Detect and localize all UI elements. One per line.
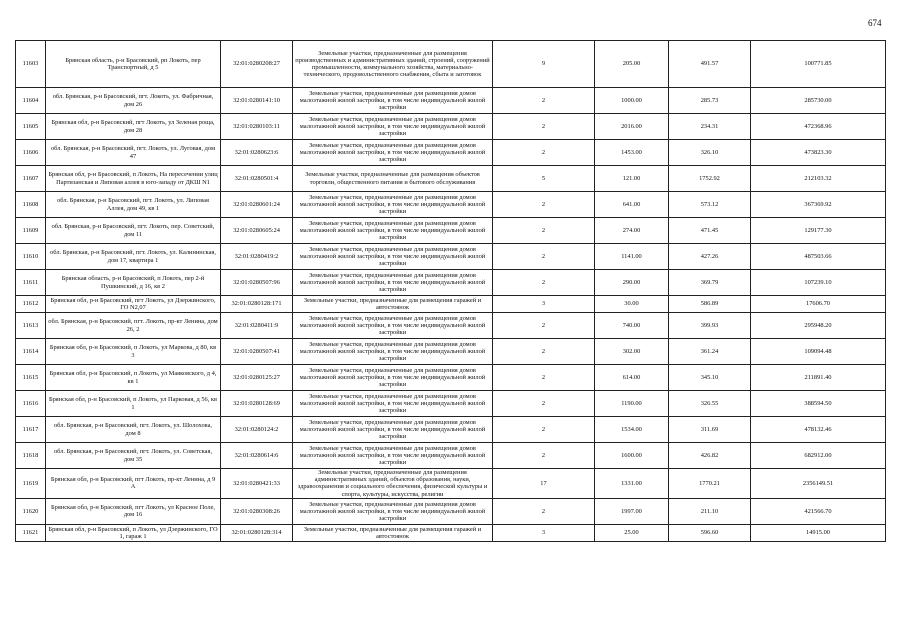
specific-value-cell: 285.73 bbox=[669, 88, 751, 114]
land-use-cell: Земельные участки, предназначенные для размещения домов малоэтажной жилой застройки, в том числе индивидуальной жилой застройки bbox=[293, 270, 493, 296]
address-cell: обл. Брянская, р-н Брасовский, пгт. Локоть, ул. Шолохова, дом 8 bbox=[46, 417, 221, 443]
land-use-cell: Земельные участки, предназначенные для размещения административных зданий, объектов образования, науки, здравоохранения и социального обеспечения, физической культуры и спорта, культуры, искусства, религии bbox=[293, 469, 493, 499]
cadastral-number-cell: 32:01:0280623:6 bbox=[221, 140, 293, 166]
area-cell: 2016.00 bbox=[595, 114, 669, 140]
table-row bbox=[16, 417, 886, 443]
table-row bbox=[16, 339, 886, 365]
table-row bbox=[16, 391, 886, 417]
address-cell: обл. Брянская, р-н Брасовский, пгт. Локоть, ул. Липовая Аллея, дом 49, кв 1 bbox=[46, 192, 221, 218]
area-cell: 30.00 bbox=[595, 296, 669, 313]
land-use-cell: Земельные участки, предназначенные для размещения домов малоэтажной жилой застройки, в том числе индивидуальной жилой застройки bbox=[293, 140, 493, 166]
address-cell: Брянская обл, р-н Брасовский, пгт Локоть, ул Дзержинского, ГО N2,07 bbox=[46, 296, 221, 313]
cadastral-number-cell: 32:01:0280605:24 bbox=[221, 218, 293, 244]
specific-value-cell: 345.10 bbox=[669, 365, 751, 391]
row-number: 11603 bbox=[16, 41, 46, 88]
address-cell: Брянская обл, р-н Брасовский, пгт Локоть, пр-кт Ленина, д 9 А bbox=[46, 469, 221, 499]
table-row bbox=[16, 443, 886, 469]
specific-value-cell: 491.57 bbox=[669, 41, 751, 88]
row-number: 11606 bbox=[16, 140, 46, 166]
land-use-cell: Земельные участки, предназначенные для размещения домов малоэтажной жилой застройки, в том числе индивидуальной жилой застройки bbox=[293, 88, 493, 114]
land-use-cell: Земельные участки, предназначенные для размещения домов малоэтажной жилой застройки, в том числе индивидуальной жилой застройки bbox=[293, 244, 493, 270]
land-use-cell: Земельные участки, предназначенные для размещения гаражей и автостоянок bbox=[293, 524, 493, 541]
address-cell: Брянская область, р-н Брасовский, рп Локоть, пер Транспортный, д 5 bbox=[46, 41, 221, 88]
area-cell: 274.00 bbox=[595, 218, 669, 244]
address-cell: обл. Брянская, р-н Брасовский, пгт. Локоть, пр-кт Ленина, дом 26, 2 bbox=[46, 313, 221, 339]
cadastral-value-cell: 17606.70 bbox=[751, 296, 886, 313]
row-number: 11609 bbox=[16, 218, 46, 244]
row-number: 11605 bbox=[16, 114, 46, 140]
group-number-cell: 2 bbox=[493, 140, 595, 166]
group-number-cell: 2 bbox=[493, 313, 595, 339]
specific-value-cell: 326.10 bbox=[669, 140, 751, 166]
area-cell: 1000.00 bbox=[595, 88, 669, 114]
address-cell: Брянская обл, р-н Брасовский, пгт Локоть, ул Зеленая роща, дом 28 bbox=[46, 114, 221, 140]
group-number-cell: 3 bbox=[493, 296, 595, 313]
cadastral-number-cell: 32:01:0280601:24 bbox=[221, 192, 293, 218]
cadastral-number-cell: 32:01:0280124:2 bbox=[221, 417, 293, 443]
cadastral-value-cell: 107239.10 bbox=[751, 270, 886, 296]
land-use-cell: Земельные участки, предназначенные для размещения производственных и административных зданий, строений, сооружений промышленности, коммунального хозяйства, материально-технического, продовольственного снабжения, сбыта и заготовок bbox=[293, 41, 493, 88]
area-cell: 1600.00 bbox=[595, 443, 669, 469]
cadastral-number-cell: 32:01:0280128:69 bbox=[221, 391, 293, 417]
group-number-cell: 17 bbox=[493, 469, 595, 499]
group-number-cell: 2 bbox=[493, 365, 595, 391]
group-number-cell: 2 bbox=[493, 270, 595, 296]
table-row bbox=[16, 524, 886, 541]
group-number-cell: 2 bbox=[493, 192, 595, 218]
address-cell: обл. Брянская, р-н Брасовский, пгт. Локоть, ул. Луговая, дом 47 bbox=[46, 140, 221, 166]
specific-value-cell: 1752.92 bbox=[669, 166, 751, 192]
row-number: 11617 bbox=[16, 417, 46, 443]
cadastral-value-cell: 367369.92 bbox=[751, 192, 886, 218]
cadastral-value-cell: 487503.66 bbox=[751, 244, 886, 270]
land-use-cell: Земельные участки, предназначенные для размещения домов малоэтажной жилой застройки, в том числе индивидуальной жилой застройки bbox=[293, 417, 493, 443]
address-cell: Брянская область, р-н Брасовский, п Локоть, пер 2-й Пушкинский, д 16, кв 2 bbox=[46, 270, 221, 296]
group-number-cell: 2 bbox=[493, 339, 595, 365]
cadastral-value-cell: 212103.32 bbox=[751, 166, 886, 192]
specific-value-cell: 326.55 bbox=[669, 391, 751, 417]
specific-value-cell: 399.93 bbox=[669, 313, 751, 339]
group-number-cell: 2 bbox=[493, 218, 595, 244]
cadastral-value-cell: 421566.70 bbox=[751, 498, 886, 524]
group-number-cell: 2 bbox=[493, 498, 595, 524]
group-number-cell: 2 bbox=[493, 391, 595, 417]
group-number-cell: 2 bbox=[493, 88, 595, 114]
address-cell: обл. Брянская, р-н Брасовский, пгт. Локоть, ул. Фабричная, дом 26 bbox=[46, 88, 221, 114]
cadastral-number-cell: 32:01:0280501:4 bbox=[221, 166, 293, 192]
cadastral-value-cell: 473823.30 bbox=[751, 140, 886, 166]
area-cell: 1534.00 bbox=[595, 417, 669, 443]
specific-value-cell: 211.10 bbox=[669, 498, 751, 524]
specific-value-cell: 471.45 bbox=[669, 218, 751, 244]
area-cell: 1331.00 bbox=[595, 469, 669, 499]
cadastral-value-cell: 109094.48 bbox=[751, 339, 886, 365]
cadastral-number-cell: 32:01:0280421:33 bbox=[221, 469, 293, 499]
table-row bbox=[16, 365, 886, 391]
specific-value-cell: 427.26 bbox=[669, 244, 751, 270]
cadastral-value-cell: 388594.50 bbox=[751, 391, 886, 417]
specific-value-cell: 1770.21 bbox=[669, 469, 751, 499]
area-cell: 1190.00 bbox=[595, 391, 669, 417]
cadastral-value-table bbox=[15, 40, 886, 542]
cadastral-number-cell: 32:01:0280419:2 bbox=[221, 244, 293, 270]
address-cell: Брянская обл, р-н Брасовский, пгт Локоть, ул Красное Поле, дом 16 bbox=[46, 498, 221, 524]
row-number: 11611 bbox=[16, 270, 46, 296]
row-number: 11620 bbox=[16, 498, 46, 524]
cadastral-value-cell: 295948.20 bbox=[751, 313, 886, 339]
cadastral-number-cell: 32:01:0280128:314 bbox=[221, 524, 293, 541]
table-row bbox=[16, 192, 886, 218]
address-cell: Брянская обл, р-н Брасовский, п Локоть, ул Маркова, д 80, кв 3 bbox=[46, 339, 221, 365]
cadastral-value-cell: 211891.40 bbox=[751, 365, 886, 391]
cadastral-number-cell: 32:01:0280103:11 bbox=[221, 114, 293, 140]
cadastral-value-cell: 129177.30 bbox=[751, 218, 886, 244]
land-use-cell: Земельные участки, предназначенные для размещения домов малоэтажной жилой застройки, в том числе индивидуальной жилой застройки bbox=[293, 365, 493, 391]
row-number: 11613 bbox=[16, 313, 46, 339]
land-use-cell: Земельные участки, предназначенные для размещения домов малоэтажной жилой застройки, в том числе индивидуальной жилой застройки bbox=[293, 218, 493, 244]
row-number: 11604 bbox=[16, 88, 46, 114]
specific-value-cell: 586.89 bbox=[669, 296, 751, 313]
area-cell: 1141.00 bbox=[595, 244, 669, 270]
area-cell: 740.00 bbox=[595, 313, 669, 339]
cadastral-number-cell: 32:01:0280128:171 bbox=[221, 296, 293, 313]
area-cell: 302.00 bbox=[595, 339, 669, 365]
group-number-cell: 2 bbox=[493, 244, 595, 270]
row-number: 11618 bbox=[16, 443, 46, 469]
land-use-cell: Земельные участки, предназначенные для размещения объектов торговли, общественного питания и бытового обслуживания bbox=[293, 166, 493, 192]
cadastral-number-cell: 32:01:0280208:27 bbox=[221, 41, 293, 88]
group-number-cell: 2 bbox=[493, 114, 595, 140]
table-row bbox=[16, 270, 886, 296]
address-cell: обл. Брянская, р-н Брасовский, пгт. Локоть, ул. Калининская, дом 17, квартира 1 bbox=[46, 244, 221, 270]
specific-value-cell: 426.82 bbox=[669, 443, 751, 469]
cadastral-number-cell: 32:01:0280507:41 bbox=[221, 339, 293, 365]
land-use-cell: Земельные участки, предназначенные для размещения домов малоэтажной жилой застройки, в том числе индивидуальной жилой застройки bbox=[293, 443, 493, 469]
area-cell: 121.00 bbox=[595, 166, 669, 192]
land-use-cell: Земельные участки, предназначенные для размещения домов малоэтажной жилой застройки, в том числе индивидуальной жилой застройки bbox=[293, 313, 493, 339]
table-row bbox=[16, 296, 886, 313]
area-cell: 614.00 bbox=[595, 365, 669, 391]
row-number: 11614 bbox=[16, 339, 46, 365]
cadastral-number-cell: 32:01:0280308:26 bbox=[221, 498, 293, 524]
row-number: 11619 bbox=[16, 469, 46, 499]
area-cell: 290.00 bbox=[595, 270, 669, 296]
cadastral-value-cell: 682912.00 bbox=[751, 443, 886, 469]
cadastral-value-cell: 285730.00 bbox=[751, 88, 886, 114]
row-number: 11612 bbox=[16, 296, 46, 313]
group-number-cell: 2 bbox=[493, 443, 595, 469]
specific-value-cell: 361.24 bbox=[669, 339, 751, 365]
cadastral-value-cell: 472368.96 bbox=[751, 114, 886, 140]
area-cell: 641.00 bbox=[595, 192, 669, 218]
land-use-cell: Земельные участки, предназначенные для размещения домов малоэтажной жилой застройки, в том числе индивидуальной жилой застройки bbox=[293, 498, 493, 524]
address-cell: обл. Брянская, р-н Брасовский, пгт. Локоть, пер. Советский, дом 11 bbox=[46, 218, 221, 244]
specific-value-cell: 234.31 bbox=[669, 114, 751, 140]
table-row bbox=[16, 166, 886, 192]
row-number: 11607 bbox=[16, 166, 46, 192]
row-number: 11610 bbox=[16, 244, 46, 270]
area-cell: 1997.00 bbox=[595, 498, 669, 524]
area-cell: 1453.00 bbox=[595, 140, 669, 166]
table-row bbox=[16, 498, 886, 524]
land-use-cell: Земельные участки, предназначенные для размещения гаражей и автостоянок bbox=[293, 296, 493, 313]
specific-value-cell: 573.12 bbox=[669, 192, 751, 218]
table-body bbox=[16, 41, 886, 542]
cadastral-value-cell: 478132.46 bbox=[751, 417, 886, 443]
table-row bbox=[16, 244, 886, 270]
table-row bbox=[16, 313, 886, 339]
specific-value-cell: 596.60 bbox=[669, 524, 751, 541]
group-number-cell: 9 bbox=[493, 41, 595, 88]
table-row bbox=[16, 469, 886, 499]
address-cell: Брянская обл, р-н Брасовский, п Локоть, На пересечении улиц Партизанская и Липовая аллея в юго-западу от ДКШ N1 bbox=[46, 166, 221, 192]
table-row bbox=[16, 88, 886, 114]
cadastral-number-cell: 32:01:0280614:6 bbox=[221, 443, 293, 469]
cadastral-number-cell: 32:01:0280125:27 bbox=[221, 365, 293, 391]
table-row bbox=[16, 218, 886, 244]
group-number-cell: 2 bbox=[493, 417, 595, 443]
row-number: 11616 bbox=[16, 391, 46, 417]
land-use-cell: Земельные участки, предназначенные для размещения домов малоэтажной жилой застройки, в том числе индивидуальной жилой застройки bbox=[293, 114, 493, 140]
table-row bbox=[16, 41, 886, 88]
address-cell: Брянская обл, р-н Брасовский, п Локоть, ул Маяковского, д 4, кв 1 bbox=[46, 365, 221, 391]
row-number: 11621 bbox=[16, 524, 46, 541]
cadastral-number-cell: 32:01:0280411:9 bbox=[221, 313, 293, 339]
cadastral-number-cell: 32:01:0280141:10 bbox=[221, 88, 293, 114]
address-cell: Брянская обл, р-н Брасовский, п Локоть, ул Дзержинского, ГО 1, гараж 1 bbox=[46, 524, 221, 541]
group-number-cell: 5 bbox=[493, 166, 595, 192]
address-cell: обл. Брянская, р-н Брасовский, пгт. Локоть, ул. Советская, дом 35 bbox=[46, 443, 221, 469]
group-number-cell: 3 bbox=[493, 524, 595, 541]
table-row bbox=[16, 114, 886, 140]
address-cell: Брянская обл, р-н Брасовский, п Локоть, ул Парковая, д 56, кв 1 bbox=[46, 391, 221, 417]
cadastral-number-cell: 32:01:0280507:96 bbox=[221, 270, 293, 296]
land-use-cell: Земельные участки, предназначенные для размещения домов малоэтажной жилой застройки, в том числе индивидуальной жилой застройки bbox=[293, 192, 493, 218]
specific-value-cell: 369.79 bbox=[669, 270, 751, 296]
land-use-cell: Земельные участки, предназначенные для размещения домов малоэтажной жилой застройки, в том числе индивидуальной жилой застройки bbox=[293, 339, 493, 365]
cadastral-value-cell: 100771.85 bbox=[751, 41, 886, 88]
area-cell: 25.00 bbox=[595, 524, 669, 541]
area-cell: 205.00 bbox=[595, 41, 669, 88]
specific-value-cell: 311.69 bbox=[669, 417, 751, 443]
cadastral-value-cell: 2356149.51 bbox=[751, 469, 886, 499]
cadastral-value-cell: 14915.00 bbox=[751, 524, 886, 541]
row-number: 11615 bbox=[16, 365, 46, 391]
page-number: 674 bbox=[868, 18, 882, 28]
land-use-cell: Земельные участки, предназначенные для размещения домов малоэтажной жилой застройки, в том числе индивидуальной жилой застройки bbox=[293, 391, 493, 417]
row-number: 11608 bbox=[16, 192, 46, 218]
table-row bbox=[16, 140, 886, 166]
